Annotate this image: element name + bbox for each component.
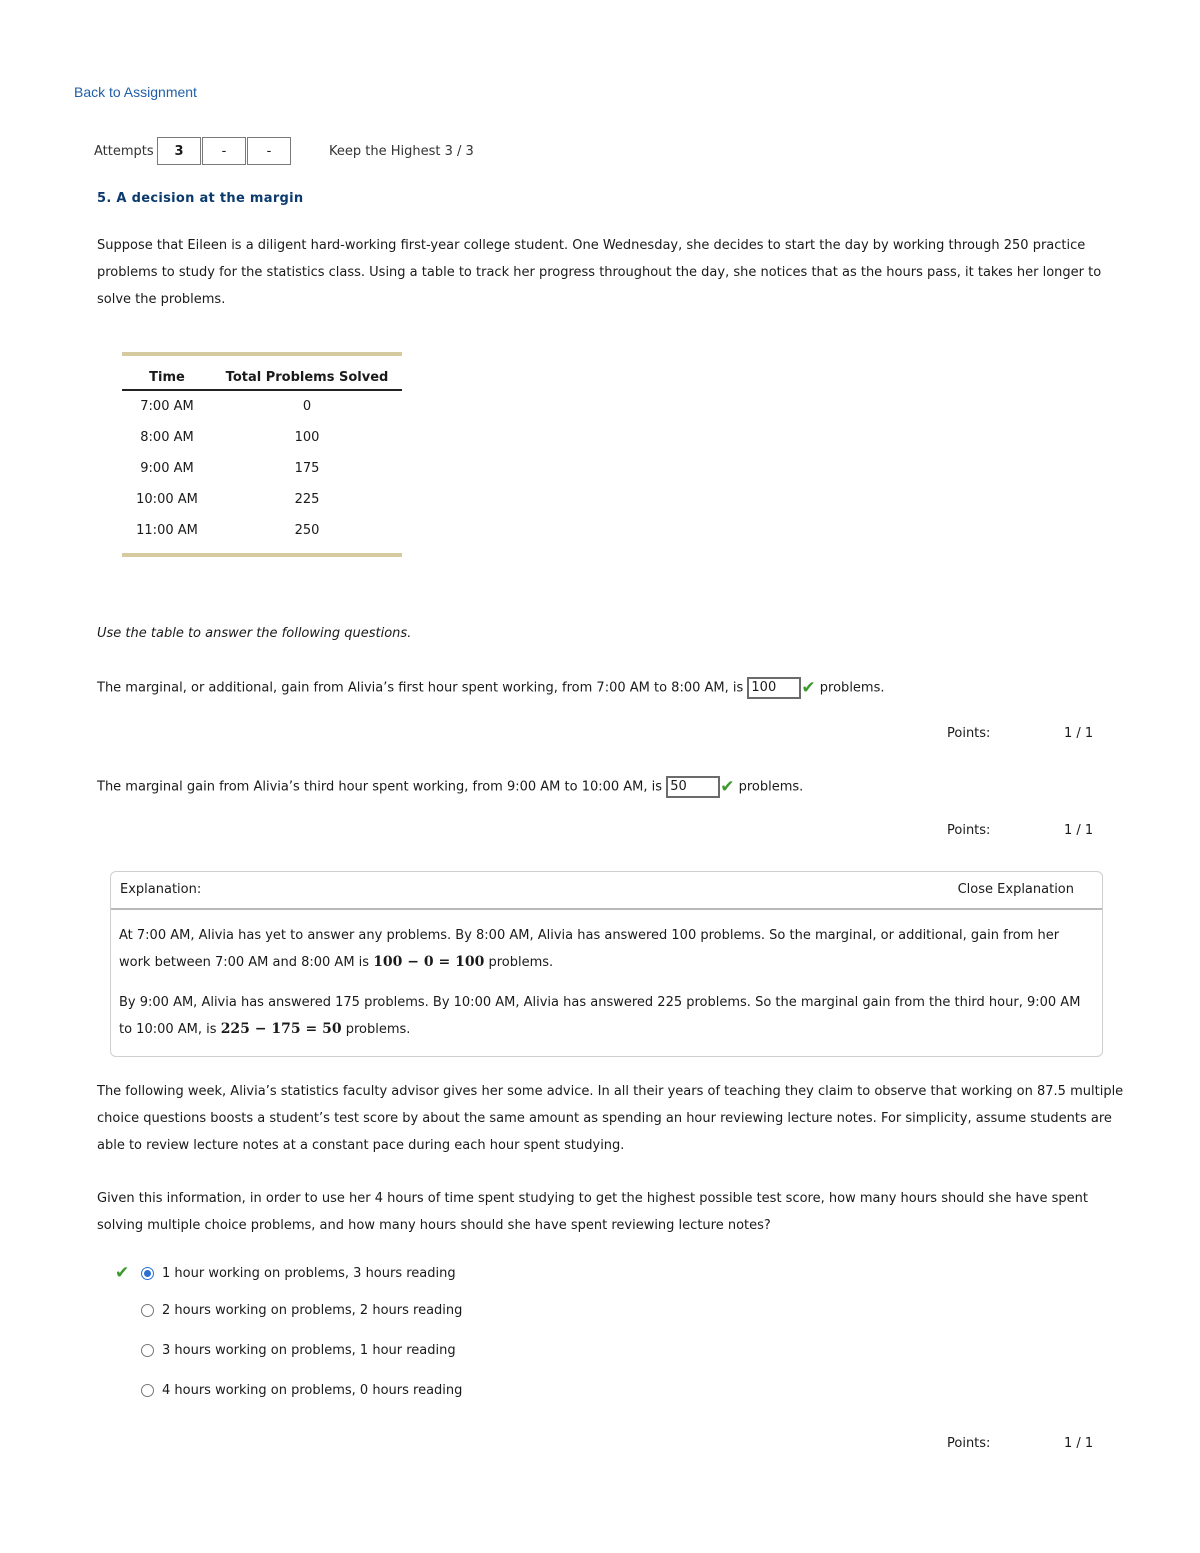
followup-paragraph-2: Given this information, in order to use her 4 hours of time spent studying to get the highest possible test score, how many hours should she have spent solving multiple choice problems, and how many hours should she have spent reviewing lecture notes? — [97, 1191, 1088, 1233]
time-cell: 10:00 AM — [136, 492, 198, 507]
total-cell: 100 — [294, 430, 320, 445]
option-1[interactable] — [115, 1263, 456, 1283]
total-cell: 225 — [294, 492, 320, 507]
explanation-header — [111, 872, 1102, 910]
check-icon: ✔ — [801, 678, 816, 698]
question-1 — [97, 674, 885, 703]
check-icon: ✔ — [115, 1263, 130, 1283]
table-bottom-bar — [122, 553, 402, 557]
instruction-text: Use the table to answer the following questions. — [97, 626, 412, 641]
explanation-p1-math: 100 − 0 = 100 — [373, 954, 485, 970]
q2-points-label: Points: — [947, 823, 991, 838]
table-row — [122, 453, 402, 484]
time-cell: 9:00 AM — [140, 461, 194, 476]
q1-text: The marginal, or additional, gain from Alivia’s first hour spent working, from 7:00 AM to 8:00 AM, is — [97, 680, 744, 696]
option-4-radio[interactable] — [141, 1384, 154, 1397]
check-icon: ✔ — [720, 777, 735, 797]
option-4[interactable] — [115, 1383, 462, 1398]
time-cell: 7:00 AM — [140, 399, 194, 414]
back-to-assignment-link[interactable]: Back to Assignment — [74, 84, 197, 100]
q2-text: The marginal gain from Alivia’s third hour spent working, from 9:00 AM to 10:00 AM, is — [97, 779, 663, 795]
option-1-radio[interactable] — [141, 1267, 154, 1280]
q3-points-label: Points: — [947, 1436, 991, 1451]
table-row — [122, 390, 402, 422]
time-cell: 11:00 AM — [136, 523, 198, 538]
q1-points-value: 1 / 1 — [1064, 726, 1094, 741]
table-row — [122, 422, 402, 453]
explanation-p2-after: problems. — [345, 1022, 411, 1037]
total-cell: 0 — [302, 399, 312, 414]
attempt-3-box: - — [247, 137, 291, 165]
option-3-label: 3 hours working on problems, 1 hour reading — [162, 1343, 456, 1358]
explanation-paragraph-1 — [119, 922, 1094, 976]
option-4-label: 4 hours working on problems, 0 hours reading — [162, 1383, 463, 1398]
explanation-paragraph-2 — [119, 989, 1094, 1043]
q1-points-label: Points: — [947, 726, 991, 741]
explanation-panel — [110, 871, 1103, 1057]
time-cell: 8:00 AM — [140, 430, 194, 445]
column-header-total: Total Problems Solved — [212, 356, 402, 390]
explanation-p2-math: 225 − 175 = 50 — [220, 1021, 342, 1037]
q2-points-value: 1 / 1 — [1064, 823, 1094, 838]
table-row — [122, 484, 402, 515]
q2-unit: problems. — [738, 779, 804, 795]
option-3[interactable] — [115, 1343, 456, 1358]
explanation-body — [111, 910, 1102, 1043]
q1-answer-input[interactable]: 100 — [747, 677, 801, 699]
q3-points-value: 1 / 1 — [1064, 1436, 1094, 1451]
close-explanation-link[interactable]: Close Explanation — [957, 882, 1074, 897]
column-header-time: Time — [122, 356, 212, 390]
keep-highest-text: Keep the Highest 3 / 3 — [329, 144, 474, 159]
attempts-label: Attempts — [94, 144, 154, 159]
option-2-label: 2 hours working on problems, 2 hours reading — [162, 1303, 463, 1318]
explanation-p2-text: By 9:00 AM, Alivia has answered 175 problems. By 10:00 AM, Alivia has answered 225 problems. So the marginal gain from the third hour, 9:00 AM to 10:00 AM, is — [119, 995, 1081, 1037]
explanation-p1-after: problems. — [488, 955, 554, 970]
total-cell: 175 — [294, 461, 320, 476]
explanation-p1-text: At 7:00 AM, Alivia has yet to answer any problems. By 8:00 AM, Alivia has answered 100 problems. So the marginal, or additional, gain from her work between 7:00 AM and 8:00 AM is — [119, 928, 1060, 970]
option-2-radio[interactable] — [141, 1304, 154, 1317]
attempt-2-box: - — [202, 137, 246, 165]
table-row — [122, 515, 402, 546]
progress-table — [122, 352, 402, 557]
option-3-radio[interactable] — [141, 1344, 154, 1357]
option-1-label: 1 hour working on problems, 3 hours reading — [162, 1265, 456, 1281]
question-2 — [97, 773, 803, 802]
question-title: 5. A decision at the margin — [97, 191, 304, 206]
data-table — [122, 356, 402, 546]
option-2[interactable] — [115, 1303, 462, 1318]
explanation-label: Explanation: — [120, 882, 202, 897]
total-cell: 250 — [294, 523, 320, 538]
q1-unit: problems. — [819, 680, 885, 696]
question-intro: Suppose that Eileen is a diligent hard-working first-year college student. One Wednesday, she decides to start the day by working through 250 practice problems to study for the statistics class. Using a table to track her progress throughout the day, she notices that as the hours pass, it takes her longer to solve the problems. — [97, 238, 1102, 307]
q2-answer-input[interactable]: 50 — [666, 776, 720, 798]
followup-paragraph-1: The following week, Alivia’s statistics faculty advisor gives her some advice. In all their years of teaching they claim to observe that working on 87.5 multiple choice questions boosts a student’s test score by about the same amount as spending an hour reviewing lecture notes. For simplicity, assume students are able to review lecture notes at a constant pace during each hour spent studying. — [97, 1084, 1124, 1153]
attempt-1-box: 3 — [157, 137, 201, 165]
table-header-row — [122, 356, 402, 390]
